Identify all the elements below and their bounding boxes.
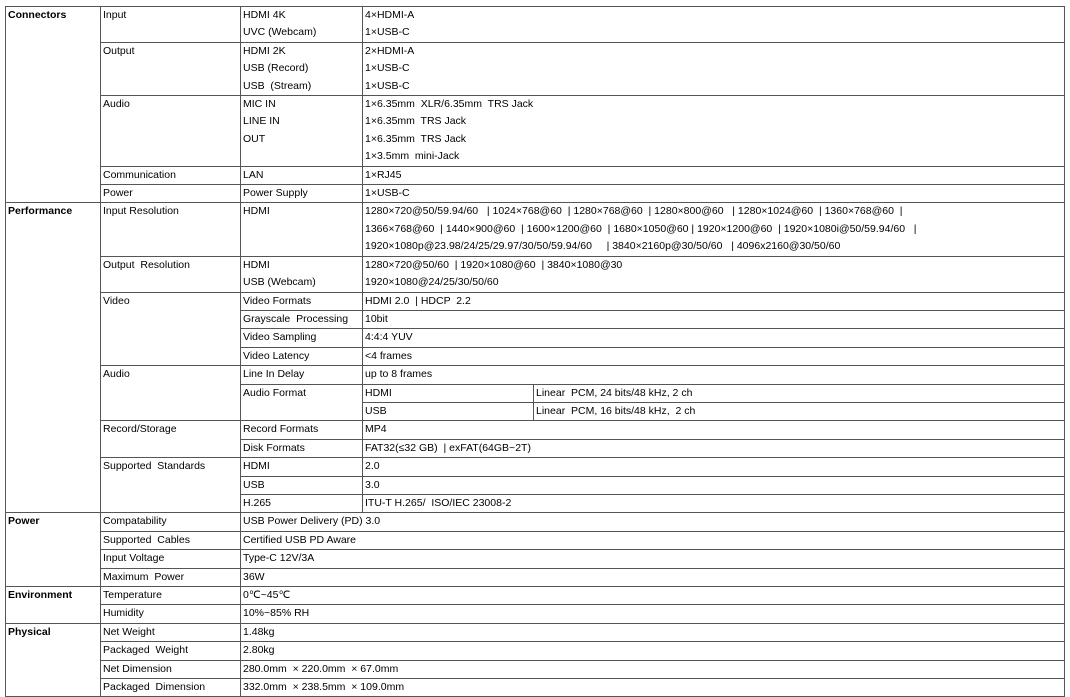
param-cell: Input Voltage bbox=[101, 550, 241, 568]
value-cell: 2×HDMI-A bbox=[363, 42, 1065, 60]
section-heading-connectors: Connectors bbox=[6, 7, 101, 203]
value-cell: 1×6.35mm TRS Jack bbox=[363, 113, 1065, 130]
table-row bbox=[6, 679, 1065, 697]
param-cell: LAN bbox=[241, 166, 363, 184]
subsection-communication: Communication bbox=[101, 166, 241, 184]
value-cell: ITU-T H.265/ ISO/IEC 23008-2 bbox=[363, 494, 1065, 512]
table-row bbox=[6, 660, 1065, 678]
param-cell: HDMI 2K bbox=[241, 42, 363, 60]
param-cell: Audio Format bbox=[241, 384, 363, 421]
param-cell: Video Sampling bbox=[241, 329, 363, 347]
table-row bbox=[6, 605, 1065, 623]
subsection-supported-standards: Supported Standards bbox=[101, 458, 241, 513]
value-cell: 1×RJ45 bbox=[363, 166, 1065, 184]
audio-format-type: HDMI bbox=[363, 384, 534, 402]
audio-format-type: USB bbox=[363, 402, 534, 420]
param-cell: HDMI bbox=[241, 256, 363, 274]
value-cell: 1×USB-C bbox=[363, 185, 1065, 203]
param-cell: USB (Record) bbox=[241, 60, 363, 77]
param-cell: Record Formats bbox=[241, 421, 363, 439]
value-cell: 1×3.5mm mini-Jack bbox=[363, 148, 1065, 166]
value-cell: 1×USB-C bbox=[363, 78, 1065, 96]
table-row bbox=[6, 366, 1065, 384]
param-cell: USB (Stream) bbox=[241, 78, 363, 96]
param-cell: USB bbox=[241, 476, 363, 494]
param-cell bbox=[241, 148, 363, 166]
value-cell: 1×6.35mm TRS Jack bbox=[363, 131, 1065, 148]
value-cell: FAT32(≤32 GB) | exFAT(64GB~2T) bbox=[363, 439, 1065, 457]
table-row bbox=[6, 458, 1065, 476]
param-cell: Video Formats bbox=[241, 292, 363, 310]
value-cell: 1×USB-C bbox=[363, 24, 1065, 42]
table-row bbox=[6, 568, 1065, 586]
param-cell: LINE IN bbox=[241, 113, 363, 130]
table-row bbox=[6, 550, 1065, 568]
param-cell: Maximum Power bbox=[101, 568, 241, 586]
table-row bbox=[6, 587, 1065, 605]
value-cell: 1920×1080@24/25/30/50/60 bbox=[363, 274, 1065, 292]
audio-format-spec: Linear PCM, 16 bits/48 kHz, 2 ch bbox=[534, 402, 1065, 420]
table-row bbox=[6, 203, 1065, 221]
param-cell: Supported Cables bbox=[101, 531, 241, 549]
param-cell: Compatability bbox=[101, 513, 241, 531]
value-line: 1920×1080p@23.98/24/25/29.97/30/50/59.94/60 | 3840×2160p@30/50/60 | 4096x2160@30/50/60 bbox=[363, 238, 1065, 256]
section-heading-performance: Performance bbox=[6, 203, 101, 513]
param-cell: Disk Formats bbox=[241, 439, 363, 457]
param-cell: HDMI bbox=[241, 458, 363, 476]
value-line: 1280×720@50/59.94/60 | 1024×768@60 | 1280×768@60 | 1280×800@60 | 1280×1024@60 | 1360×768@60 | bbox=[363, 203, 1065, 221]
value-cell: 3.0 bbox=[363, 476, 1065, 494]
param-cell: HDMI 4K bbox=[241, 7, 363, 25]
table-row bbox=[6, 292, 1065, 310]
value-cell: HDMI 2.0 | HDCP 2.2 bbox=[363, 292, 1065, 310]
table-row bbox=[6, 531, 1065, 549]
value-cell: 1×6.35mm XLR/6.35mm TRS Jack bbox=[363, 96, 1065, 114]
value-cell: 332.0mm × 238.5mm × 109.0mm bbox=[241, 679, 1065, 697]
value-cell: 4×HDMI-A bbox=[363, 7, 1065, 25]
subsection-output-resolution: Output Resolution bbox=[101, 256, 241, 292]
value-cell: up to 8 frames bbox=[363, 366, 1065, 384]
param-cell: Packaged Weight bbox=[101, 642, 241, 660]
subsection-audio: Audio bbox=[101, 96, 241, 167]
param-cell: Video Latency bbox=[241, 347, 363, 365]
value-cell: 4:4:4 YUV bbox=[363, 329, 1065, 347]
value-cell: <4 frames bbox=[363, 347, 1065, 365]
value-cell: 1280×720@50/60 | 1920×1080@60 | 3840×1080@30 bbox=[363, 256, 1065, 274]
param-cell: Packaged Dimension bbox=[101, 679, 241, 697]
subsection-input: Input bbox=[101, 7, 241, 43]
section-heading-physical: Physical bbox=[6, 623, 101, 697]
value-cell: Certified USB PD Aware bbox=[241, 531, 1065, 549]
param-cell: Net Dimension bbox=[101, 660, 241, 678]
table-row bbox=[6, 166, 1065, 184]
param-cell: MIC IN bbox=[241, 96, 363, 114]
table-row bbox=[6, 256, 1065, 274]
param-cell: UVC (Webcam) bbox=[241, 24, 363, 42]
section-heading-power: Power bbox=[6, 513, 101, 587]
param-cell: Humidity bbox=[101, 605, 241, 623]
value-cell: 1×USB-C bbox=[363, 60, 1065, 77]
table-row bbox=[6, 7, 1065, 25]
spec-table bbox=[5, 6, 1065, 203]
value-cell: 2.80kg bbox=[241, 642, 1065, 660]
subsection-video: Video bbox=[101, 292, 241, 366]
param-cell: Line In Delay bbox=[241, 366, 363, 384]
table-row bbox=[6, 623, 1065, 641]
param-cell: OUT bbox=[241, 131, 363, 148]
value-cell: 1.48kg bbox=[241, 623, 1065, 641]
param-cell: H.265 bbox=[241, 494, 363, 512]
param-cell: HDMI bbox=[241, 203, 363, 256]
table-row bbox=[6, 642, 1065, 660]
param-cell: Net Weight bbox=[101, 623, 241, 641]
value-cell: Type-C 12V/3A bbox=[241, 550, 1065, 568]
value-cell: 2.0 bbox=[363, 458, 1065, 476]
spec-table-continued bbox=[5, 202, 1065, 697]
value-cell: MP4 bbox=[363, 421, 1065, 439]
value-line: 1366×768@60 | 1440×900@60 | 1600×1200@60 | 1680×1050@60 | 1920×1200@60 | 1920×1080i@50/59.94/60 | bbox=[363, 221, 1065, 238]
audio-format-spec: Linear PCM, 24 bits/48 kHz, 2 ch bbox=[534, 384, 1065, 402]
table-row bbox=[6, 421, 1065, 439]
value-cell: USB Power Delivery (PD) 3.0 bbox=[241, 513, 1065, 531]
subsection-output: Output bbox=[101, 42, 241, 95]
table-row bbox=[6, 96, 1065, 114]
param-cell: Power Supply bbox=[241, 185, 363, 203]
table-row bbox=[6, 513, 1065, 531]
param-cell: USB (Webcam) bbox=[241, 274, 363, 292]
value-cell: 10%~85% RH bbox=[241, 605, 1065, 623]
param-cell: Temperature bbox=[101, 587, 241, 605]
subsection-record-storage: Record/Storage bbox=[101, 421, 241, 458]
section-heading-environment: Environment bbox=[6, 587, 101, 624]
subsection-power: Power bbox=[101, 185, 241, 203]
value-cell: 36W bbox=[241, 568, 1065, 586]
value-cell: 10bit bbox=[363, 310, 1065, 328]
table-row bbox=[6, 42, 1065, 60]
value-cell: 0℃~45℃ bbox=[241, 587, 1065, 605]
subsection-audio-performance: Audio bbox=[101, 366, 241, 421]
subsection-input-resolution: Input Resolution bbox=[101, 203, 241, 256]
param-cell: Grayscale Processing bbox=[241, 310, 363, 328]
table-row bbox=[6, 185, 1065, 203]
value-cell: 280.0mm × 220.0mm × 67.0mm bbox=[241, 660, 1065, 678]
